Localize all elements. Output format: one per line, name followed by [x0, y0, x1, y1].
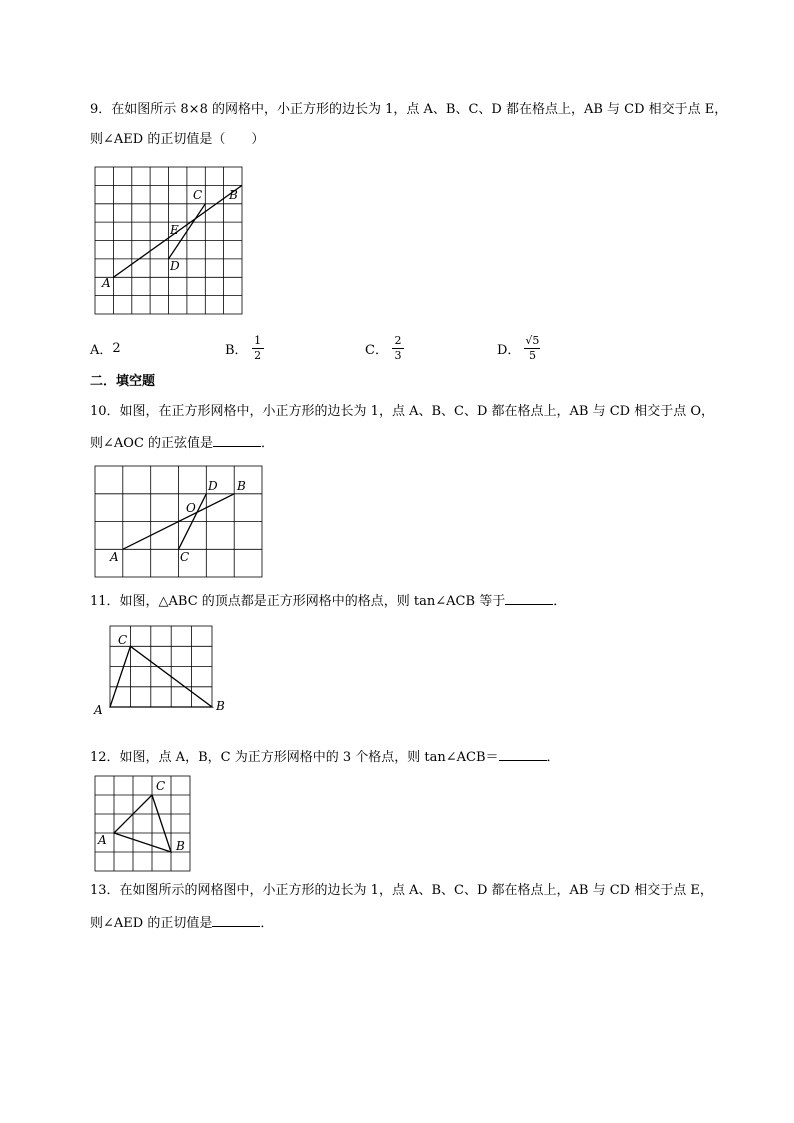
choice-c-fraction — [392, 335, 404, 362]
q11-text-line1 — [90, 592, 566, 610]
q9-choice-d[interactable] — [497, 330, 540, 366]
q12-label-b: B — [176, 839, 185, 853]
q10-text-line1: 10．如图，在正方形网格中，小正方形的边长为 1，点 A、B、C、D 都在格点上，AB 与 CD 相交于点 O， — [90, 404, 715, 419]
q12-triangle-abc — [114, 795, 171, 852]
q9-label-a: A — [102, 276, 111, 290]
q9-label-e: E — [170, 223, 179, 237]
choice-c-numerator: 2 — [394, 333, 402, 347]
q13-text-line1: 13．在如图所示的网格图中，小正方形的边长为 1，点 A、B、C、D 都在格点上，AB 与 CD 相交于点 E， — [90, 883, 713, 898]
q10-question-text: 则∠AOC 的正弦值是 — [90, 436, 214, 451]
q11-label-b: B — [216, 699, 225, 713]
q10-answer-blank[interactable] — [213, 434, 261, 447]
q12-text-line1 — [90, 748, 560, 766]
q9-label-b: B — [229, 188, 238, 202]
q13-question-text: 则∠AED 的正切值是 — [90, 916, 213, 931]
q12-answer-blank[interactable] — [499, 748, 547, 761]
q9-choice-a[interactable] — [90, 330, 121, 366]
q9-choices — [0, 330, 794, 366]
q11-answer-blank[interactable] — [505, 592, 553, 605]
q11-grid-figure — [90, 620, 235, 720]
q11-label-a: A — [94, 703, 103, 717]
choice-a-letter: A． — [90, 342, 113, 358]
choice-d-fraction — [524, 335, 540, 362]
choice-d-denominator: 5 — [528, 348, 536, 362]
q10-period: ． — [261, 436, 275, 451]
q13-text-line2 — [90, 914, 273, 932]
q9-text-line1: 9．在如图所示 8×8 的网格中，小正方形的边长为 1，点 A、B、C、D 都在格点上，AB 与 CD 相交于点 E， — [90, 102, 728, 117]
section-heading-fill-in: 二．填空题 — [90, 374, 156, 389]
q13-period: ． — [260, 916, 274, 931]
q12-grid-figure — [90, 772, 200, 876]
choice-b-denominator: 2 — [254, 348, 262, 362]
choice-c-denominator: 3 — [394, 348, 402, 362]
choice-c-letter: C． — [365, 342, 388, 358]
q10-text-line2 — [90, 434, 274, 452]
q12-question-text: 12．如图，点 A，B，C 为正方形网格中的 3 个格点，则 tan∠ACB＝ — [90, 750, 499, 765]
choice-b-numerator: 1 — [254, 333, 262, 347]
q9-label-d: D — [170, 259, 180, 273]
q10-label-c: C — [180, 550, 190, 564]
q10-label-d: D — [208, 479, 218, 493]
q12-period: ． — [546, 750, 560, 765]
q10-label-b: B — [237, 479, 246, 493]
q11-triangle-abc — [110, 646, 212, 707]
q11-label-c: C — [118, 633, 128, 647]
q12-label-a: A — [98, 833, 107, 847]
q13-answer-blank[interactable] — [212, 914, 260, 927]
q9-choice-c[interactable] — [365, 330, 404, 366]
q11-period: ． — [553, 594, 567, 609]
q9-choice-b[interactable] — [225, 330, 264, 366]
q11-question-text: 11．如图，△ABC 的顶点都是正方形网格中的格点，则 tan∠ACB 等于 — [90, 594, 506, 609]
q9-grid-figure — [90, 162, 250, 322]
choice-b-letter: B． — [225, 342, 248, 358]
q12-label-c: C — [156, 779, 166, 793]
choice-a-value: 2 — [112, 340, 121, 356]
choice-b-fraction — [252, 335, 264, 362]
q10-label-o: O — [186, 501, 196, 515]
choice-d-numerator: √5 — [525, 333, 540, 347]
q10-label-a: A — [110, 550, 119, 564]
choice-d-letter: D． — [497, 342, 521, 358]
q9-label-c: C — [193, 188, 203, 202]
q9-text-line2: 则∠AED 的正切值是（ ） — [90, 132, 265, 147]
q10-grid-figure — [90, 462, 266, 582]
